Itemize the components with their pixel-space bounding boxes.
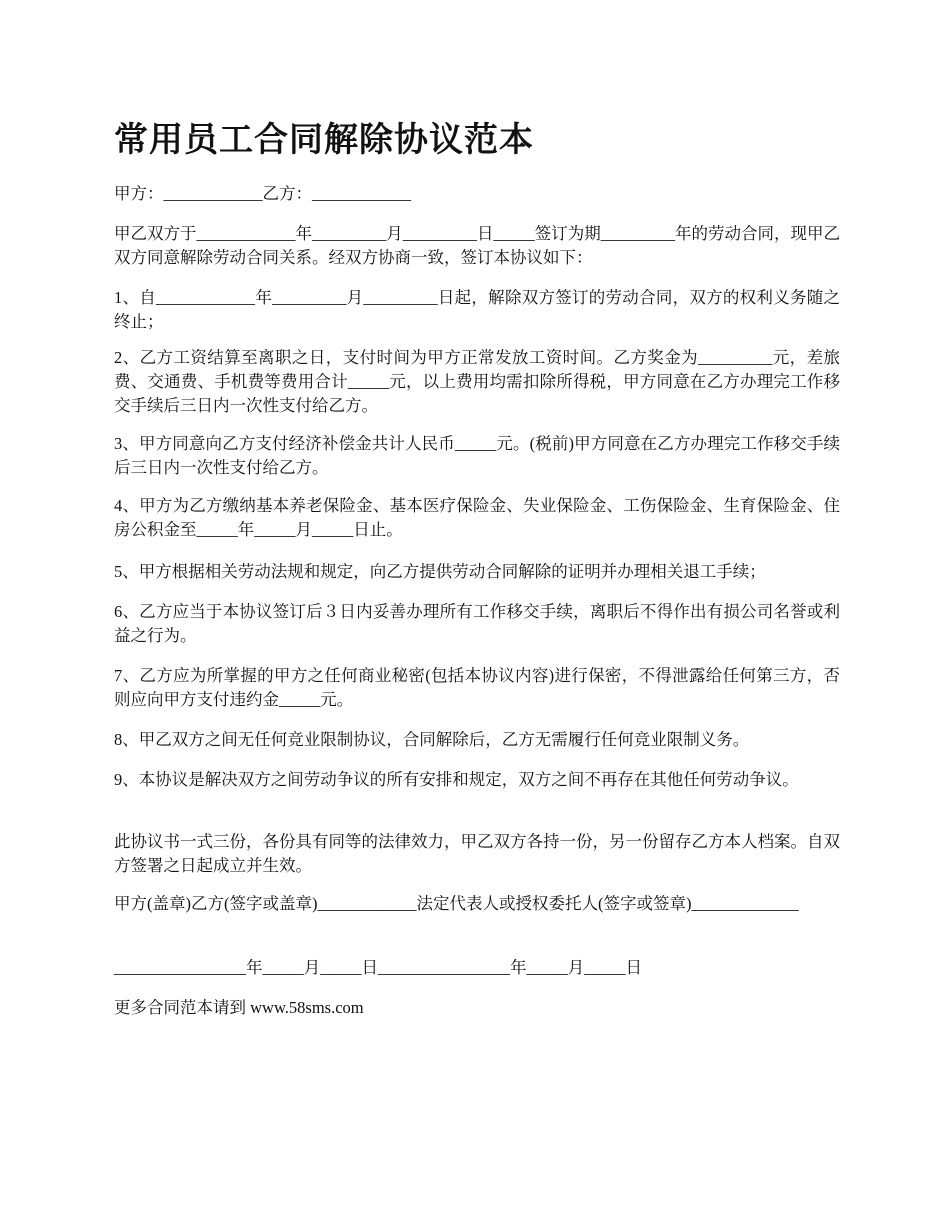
- clause-7: 7、乙方应为所掌握的甲方之任何商业秘密(包括本协议内容)进行保密，不得泄露给任何第三方，否则应向甲方支付违约金_____元。: [114, 666, 840, 709]
- closing-paragraph: 此协议书一式三份，各份具有同等的法律效力，甲乙双方各持一份，另一份留存乙方本人档案。自双方签署之日起成立并生效。: [114, 832, 840, 875]
- date-line: ________________年_____月_____日________________年_____月_____日: [114, 958, 642, 977]
- clause-3: 3、甲方同意向乙方支付经济补偿金共计人民币_____元。(税前)甲方同意在乙方办理完工作移交手续后三日内一次性支付给乙方。: [114, 434, 840, 477]
- signature-line: 甲方(盖章)乙方(签字或盖章)____________法定代表人或授权委托人(签字或签章)_____________: [114, 894, 799, 913]
- document-title: 常用员工合同解除协议范本: [114, 120, 534, 160]
- parties-line: 甲方：____________乙方：____________: [114, 184, 411, 203]
- clause-8: 8、甲乙双方之间无任何竞业限制协议，合同解除后，乙方无需履行任何竞业限制义务。: [114, 730, 750, 749]
- clause-4: 4、甲方为乙方缴纳基本养老保险金、基本医疗保险金、失业保险金、工伤保险金、生育保险金、住房公积金至_____年_____月_____日止。: [114, 496, 840, 539]
- clause-6: 6、乙方应当于本协议签订后３日内妥善办理所有工作移交手续，离职后不得作出有损公司名誉或利益之行为。: [114, 602, 840, 645]
- intro-paragraph: 甲乙双方于____________年_________月_________日_____签订为期_________年的劳动合同，现甲乙双方同意解除劳动合同关系。经双方协商一致，签订本协议如下：: [114, 224, 840, 267]
- clause-1: 1、自____________年_________月_________日起，解除双方签订的劳动合同，双方的权利义务随之终止；: [114, 288, 840, 331]
- clause-2: 2、乙方工资结算至离职之日，支付时间为甲方正常发放工资时间。乙方奖金为_________元，差旅费、交通费、手机费等费用合计_____元，以上费用均需扣除所得税，甲方同意在乙方办理完工作移交手续后三日内一次性支付给乙方。: [114, 348, 840, 415]
- clause-9: 9、本协议是解决双方之间劳动争议的所有安排和规定，双方之间不再存在其他任何劳动争议。: [114, 770, 799, 789]
- clause-5: 5、甲方根据相关劳动法规和规定，向乙方提供劳动合同解除的证明并办理相关退工手续；: [114, 562, 766, 581]
- footer-note: 更多合同范本请到 www.58sms.com: [114, 998, 364, 1017]
